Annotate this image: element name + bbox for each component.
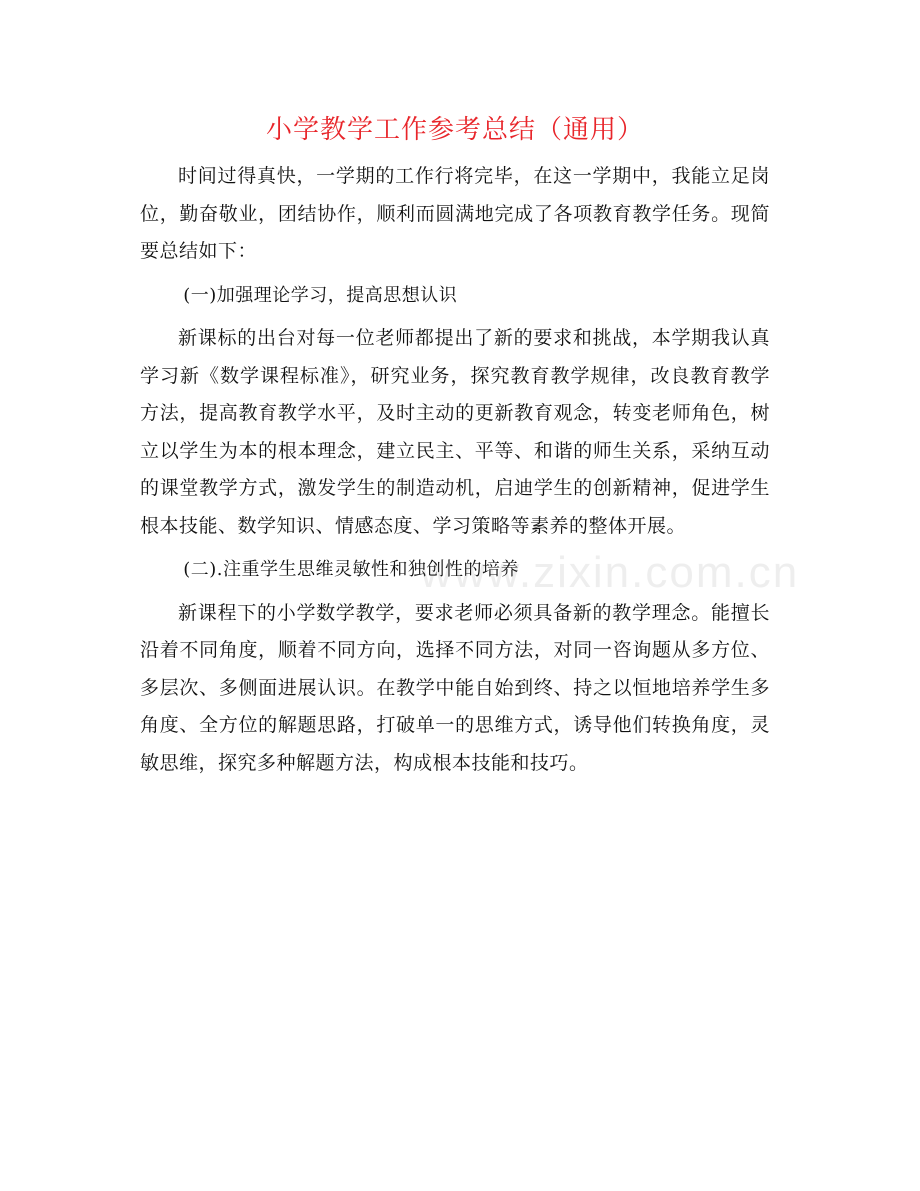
section-2-heading: (二).注重学生思维灵敏性和独创性的培养 [183,559,519,580]
section-1-heading: (一)加强理论学习，提高思想认识 [183,284,458,306]
document-title: 小学教学工作参考总结（通用） [265,115,644,145]
section-2-body: 新课程下的小学数学教学，要求老师必须具备新的教学理念。能擅长沿着不同角度，顺着不同方向，选择不同方法，对同一咨询题从多方位、多层次、多侧面进展认识。在教学中能自始到终、持之以恒地培养学生多角度、全方位的解题思路，打破单一的思维方式，诱导他们转换角度，灵敏思维，探究多种解题方法，构成根本技能和技巧。 [140,601,770,774]
intro-paragraph: 时间过得真快，一学期的工作行将完毕，在这一学期中，我能立足岗位，勤奋敬业，团结协作，顺利而圆满地完成了各项教育教学任务。现简要总结如下： [140,165,770,262]
watermark: www.zixin.com.cn [420,548,800,597]
section-1-body: 新课标的出台对每一位老师都提出了新的要求和挑战，本学期我认真学习新《数学课程标准》，研究业务，探究教育教学规律，改良教育教学方法，提高教育教学水平，及时主动的更新教育观念，转变老师角色，树立以学生为本的根本理念，建立民主、平等、和谐的师生关系，采纳互动的课堂教学方式，激发学生的制造动机，启迪学生的创新精神，促进学生根本技能、数学知识、情感态度、学习策略等素养的整体开展。 [140,327,770,537]
